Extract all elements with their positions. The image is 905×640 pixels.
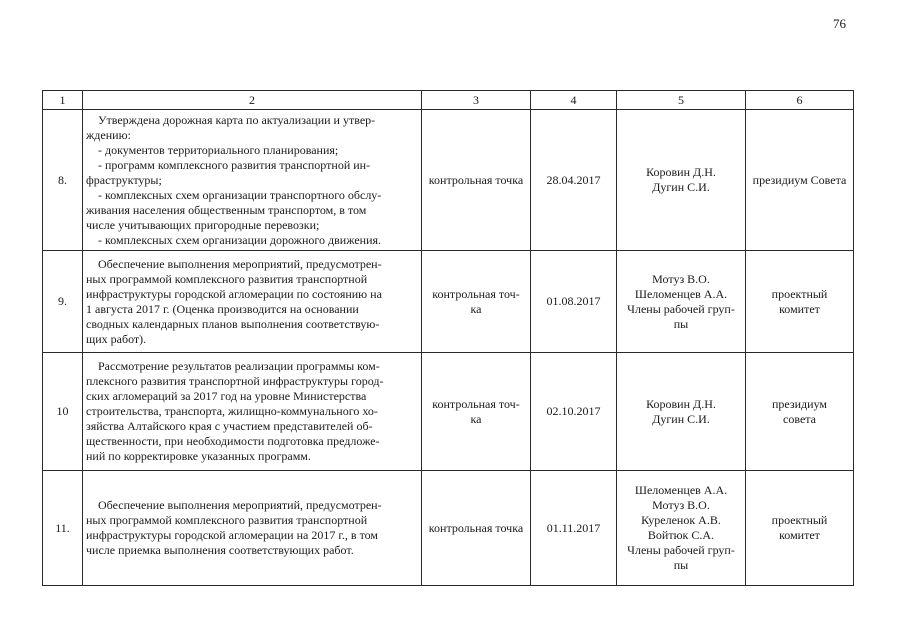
responsible-person: Шеломенцев А.А. — [634, 286, 728, 301]
table-row — [43, 471, 854, 586]
responsible-person: Дугин С.И. — [652, 180, 710, 194]
description-line: строительства, транспорта, жилищно-коммунального хо- — [86, 404, 378, 418]
column-header: 3 — [422, 91, 531, 110]
description-line: фраструктуры; — [86, 172, 162, 187]
control-body: комитет — [779, 528, 820, 542]
description-line: Утверждена дорожная карта по актуализации и утвер- — [98, 112, 376, 127]
description-line: сводных календарных планов выполнения соответствую- — [86, 316, 380, 331]
responsible-person: Дугин С.И. — [652, 411, 710, 426]
row-date: 01.11.2017 — [531, 471, 617, 586]
table-row — [43, 110, 854, 251]
description-line: - документов территориального планирования; — [98, 142, 339, 157]
row-description — [83, 471, 422, 586]
description-line: - комплексных схем организации транспортного обслу- — [98, 187, 382, 202]
row-responsible — [617, 110, 746, 251]
table-row — [43, 251, 854, 353]
row-type: контрольная точка — [422, 110, 531, 251]
responsible-person: Члены рабочей груп- — [627, 543, 735, 557]
responsible-person: пы — [673, 316, 689, 331]
description-line: числе приемка выполнения соответствующих работ. — [86, 543, 354, 557]
row-description — [83, 110, 422, 251]
description-line: ских агломераций за 2017 год на уровне Министерства — [86, 389, 367, 403]
description-line: Рассмотрение результатов реализации программы ком- — [98, 359, 380, 373]
description-line: - программ комплексного развития транспортной ин- — [98, 157, 371, 172]
row-number: 10 — [43, 353, 83, 471]
responsible-person: Мотуз В.О. — [652, 271, 710, 286]
column-header: 2 — [83, 91, 422, 110]
column-header: 4 — [531, 91, 617, 110]
description-line: инфраструктуры городской агломерации на 2017 г., в том — [86, 528, 379, 542]
description-line: ний по корректировке указанных программ. — [86, 449, 311, 463]
schedule-table — [42, 90, 854, 586]
description-line: живания населения общественным транспортом, в том — [86, 202, 367, 217]
row-control — [746, 353, 854, 471]
control-body: президиум Совета — [752, 172, 847, 187]
responsible-person: Куреленок А.В. — [641, 513, 721, 527]
row-type — [422, 251, 531, 353]
control-body: проектный — [771, 286, 828, 301]
page-number: 76 — [833, 16, 846, 31]
column-header: 6 — [746, 91, 854, 110]
description-line: щественности, при необходимости подготовка предложе- — [86, 434, 380, 448]
control-body: проектный — [771, 513, 828, 527]
row-number: 8. — [43, 110, 83, 251]
description-line: плексного развития транспортной инфраструктуры город- — [86, 374, 384, 388]
row-description — [83, 353, 422, 471]
row-control — [746, 471, 854, 586]
table-row — [43, 353, 854, 471]
responsible-person: Коровин Д.Н. — [646, 396, 716, 411]
description-line: Обеспечение выполнения мероприятий, предусмотрен- — [98, 256, 382, 271]
type-line: ка — [470, 301, 482, 316]
responsible-person: пы — [673, 558, 689, 572]
row-date: 02.10.2017 — [531, 353, 617, 471]
row-responsible — [617, 251, 746, 353]
description-line: ных программой комплексного развития транспортной — [86, 271, 368, 286]
row-control — [746, 251, 854, 353]
row-control — [746, 110, 854, 251]
description-line: - комплексных схем организации дорожного движения. — [98, 232, 382, 247]
table-header-row — [43, 91, 854, 110]
description-line: ждению: — [86, 127, 131, 142]
description-line: ных программой комплексного развития транспортной — [86, 513, 368, 527]
description-line: 1 августа 2017 г. (Оценка производится на основании — [86, 301, 359, 316]
row-responsible — [617, 353, 746, 471]
type-line: контрольная точ- — [432, 396, 520, 411]
responsible-person: Войтюк С.А. — [647, 528, 715, 542]
column-header: 1 — [43, 91, 83, 110]
control-body: комитет — [779, 301, 820, 316]
control-body: совета — [783, 411, 816, 426]
type-line: ка — [470, 411, 482, 426]
row-responsible — [617, 471, 746, 586]
responsible-person: Члены рабочей груп- — [627, 301, 735, 316]
row-type: контрольная точка — [422, 471, 531, 586]
row-type — [422, 353, 531, 471]
description-line: инфраструктуры городской агломерации по состоянию на — [86, 286, 382, 301]
row-description — [83, 251, 422, 353]
row-date: 28.04.2017 — [531, 110, 617, 251]
type-line: контрольная точ- — [432, 286, 520, 301]
column-header: 5 — [617, 91, 746, 110]
row-date: 01.08.2017 — [531, 251, 617, 353]
row-number: 9. — [43, 251, 83, 353]
control-body: президиум — [771, 396, 828, 411]
description-line: Обеспечение выполнения мероприятий, предусмотрен- — [98, 498, 382, 512]
row-number: 11. — [43, 471, 83, 586]
responsible-person: Коровин Д.Н. — [646, 165, 716, 179]
description-line: зяйства Алтайского края с участием представителей об- — [86, 419, 373, 433]
description-line: щих работ). — [86, 331, 147, 346]
responsible-person: Мотуз В.О. — [652, 498, 710, 512]
description-line: числе учитывающих пригородные перевозки; — [86, 217, 320, 232]
responsible-person: Шеломенцев А.А. — [634, 483, 728, 497]
